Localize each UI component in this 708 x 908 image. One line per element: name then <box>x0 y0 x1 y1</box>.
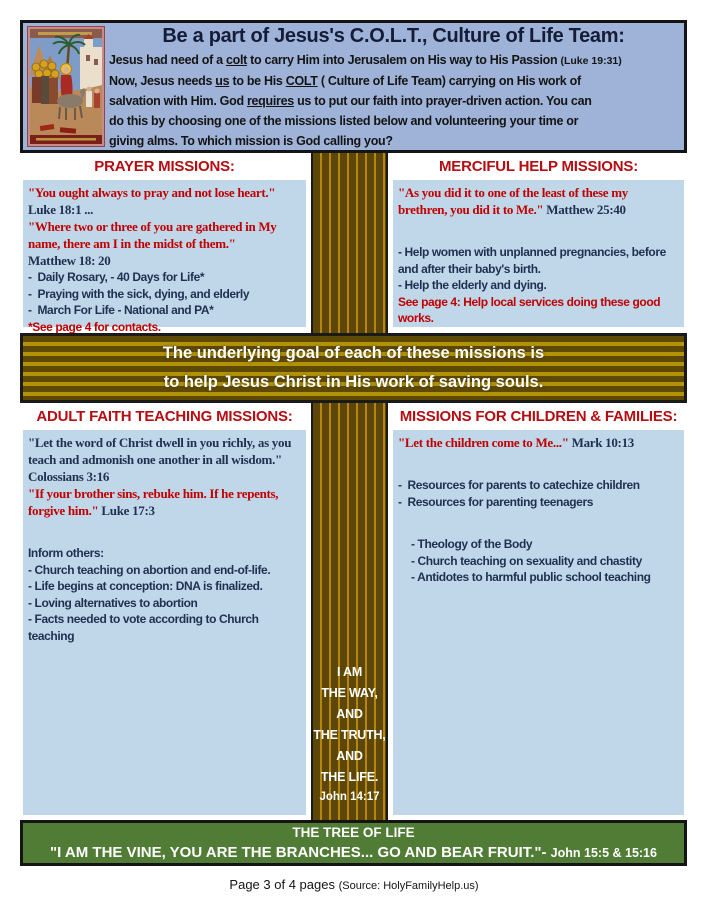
palm-sunday-icon <box>28 27 104 146</box>
page-footer <box>0 876 708 894</box>
paragraph: salvation with Him. God requires us to put our faith into prayer-driven action. You can <box>109 94 592 108</box>
paragraph: "Where two or three of you are gathered in My name, there am I in the midst of them." <box>28 219 280 251</box>
paragraph: - Antidotes to harmful public school teaching <box>411 570 651 584</box>
paragraph: "If your brother sins, rebuke him. If he repents, forgive him." Luke 17:3 <box>28 486 282 518</box>
paragraph: - Facts needed to vote according to Church teaching <box>28 612 262 643</box>
paragraph: - Praying with the sick, dying, and elderly <box>28 286 250 301</box>
cross-verse-citation: John 14:17 <box>319 791 380 803</box>
paragraph: - Church teaching on sexuality and chastity <box>411 553 642 568</box>
tree-banner-citation: John 15:5 & 15:16 <box>550 845 657 860</box>
paragraph: "Let the word of Christ dwell in you richly, as you teach and admonish one another in all wisdom." <box>28 435 295 467</box>
merciful-help-missions-box <box>393 180 684 327</box>
tree-of-life-banner <box>20 820 687 866</box>
paragraph: - Loving alternatives to abortion <box>28 595 198 610</box>
cross-verse-text: I AM THE WAY, AND THE TRUTH, AND THE LIFE. <box>313 665 386 784</box>
paragraph <box>398 451 679 477</box>
paragraph <box>398 218 679 244</box>
footer-source: (Source: HolyFamilyHelp.us) <box>338 880 479 892</box>
paragraph: Now, Jesus needs us to be His COLT ( Culture of Life Team) carrying on His work of <box>109 74 581 88</box>
paragraph: See page 4: Help local services doing these good works. <box>398 294 664 325</box>
paragraph: - Resources for parenting teenagers <box>398 494 593 509</box>
paragraph <box>398 510 679 536</box>
tree-banner-quote: "I AM THE VINE, YOU ARE THE BRANCHES... GO AND BEAR FRUIT."- <box>50 843 551 861</box>
goal-banner-line2: to help Jesus Christ in His work of saving souls. <box>163 373 544 391</box>
paragraph: "Let the children come to Me..." Mark 10:13 <box>398 435 634 450</box>
paragraph: - Church teaching on abortion and end-of-life. <box>28 562 271 577</box>
goal-banner <box>20 333 687 403</box>
paragraph: *See page 4 for contacts. <box>28 319 161 334</box>
prayer-missions-box <box>23 180 306 334</box>
paragraph: "You ought always to pray and not lose heart." <box>28 185 276 200</box>
cross-pillar-top <box>311 153 388 333</box>
paragraph: "As you did it to one of the least of these my brethren, you did it to Me." Matthew 25:40 <box>398 185 631 217</box>
section-title-missions-children-families: MISSIONS FOR CHILDREN & FAMILIES: <box>399 408 678 425</box>
palm-sunday-icon-art <box>30 29 102 144</box>
paragraph: - Theology of the Body <box>411 537 533 551</box>
paragraph: giving alms. To which mission is God calling you? <box>109 134 393 148</box>
paragraph: Inform others: <box>28 546 104 560</box>
paragraph: Jesus had need of a colt to carry Him into Jerusalem on His way to His Passion (Luke 19:31) <box>109 53 622 67</box>
missions-children-families-box <box>393 430 684 815</box>
header-text <box>104 23 684 150</box>
page-number: Page 3 of 4 pages <box>229 877 339 892</box>
section-title-merciful-help-missions: MERCIFUL HELP MISSIONS: <box>438 158 639 175</box>
paragraph: Colossians 3:16 <box>28 469 110 484</box>
page-title: Be a part of Jesus's C.O.L.T., Culture of Life Team: <box>162 25 625 47</box>
section-title-adult-faith-teaching: ADULT FAITH TEACHING MISSIONS: <box>36 408 293 425</box>
paragraph <box>28 519 301 545</box>
paragraph: do this by choosing one of the missions listed below and volunteering your time or <box>109 114 579 128</box>
tree-banner-verse <box>23 842 684 864</box>
paragraph: Matthew 18: 20 <box>28 253 111 268</box>
goal-banner-line1: The underlying goal of each of these missions is <box>162 344 545 362</box>
cross-pillar-bottom <box>311 403 388 820</box>
paragraph: - March For Life - National and PA* <box>28 303 214 317</box>
header-box <box>20 20 687 153</box>
paragraph: Luke 18:1 ... <box>28 202 94 217</box>
paragraph: - Help the elderly and dying. <box>398 278 547 292</box>
tree-banner-title: THE TREE OF LIFE <box>292 824 415 840</box>
adult-faith-teaching-box <box>23 430 306 815</box>
paragraph: - Help women with unplanned pregnancies, before and after their baby's birth. <box>398 245 669 276</box>
section-title-prayer-missions: PRAYER MISSIONS: <box>94 158 235 175</box>
paragraph: - Daily Rosary, - 40 Days for Life* <box>28 270 205 284</box>
paragraph: - Resources for parents to catechize children <box>398 478 640 492</box>
header-intro-paragraph <box>109 50 678 151</box>
paragraph: - Life begins at conception: DNA is finalized. <box>28 579 263 593</box>
